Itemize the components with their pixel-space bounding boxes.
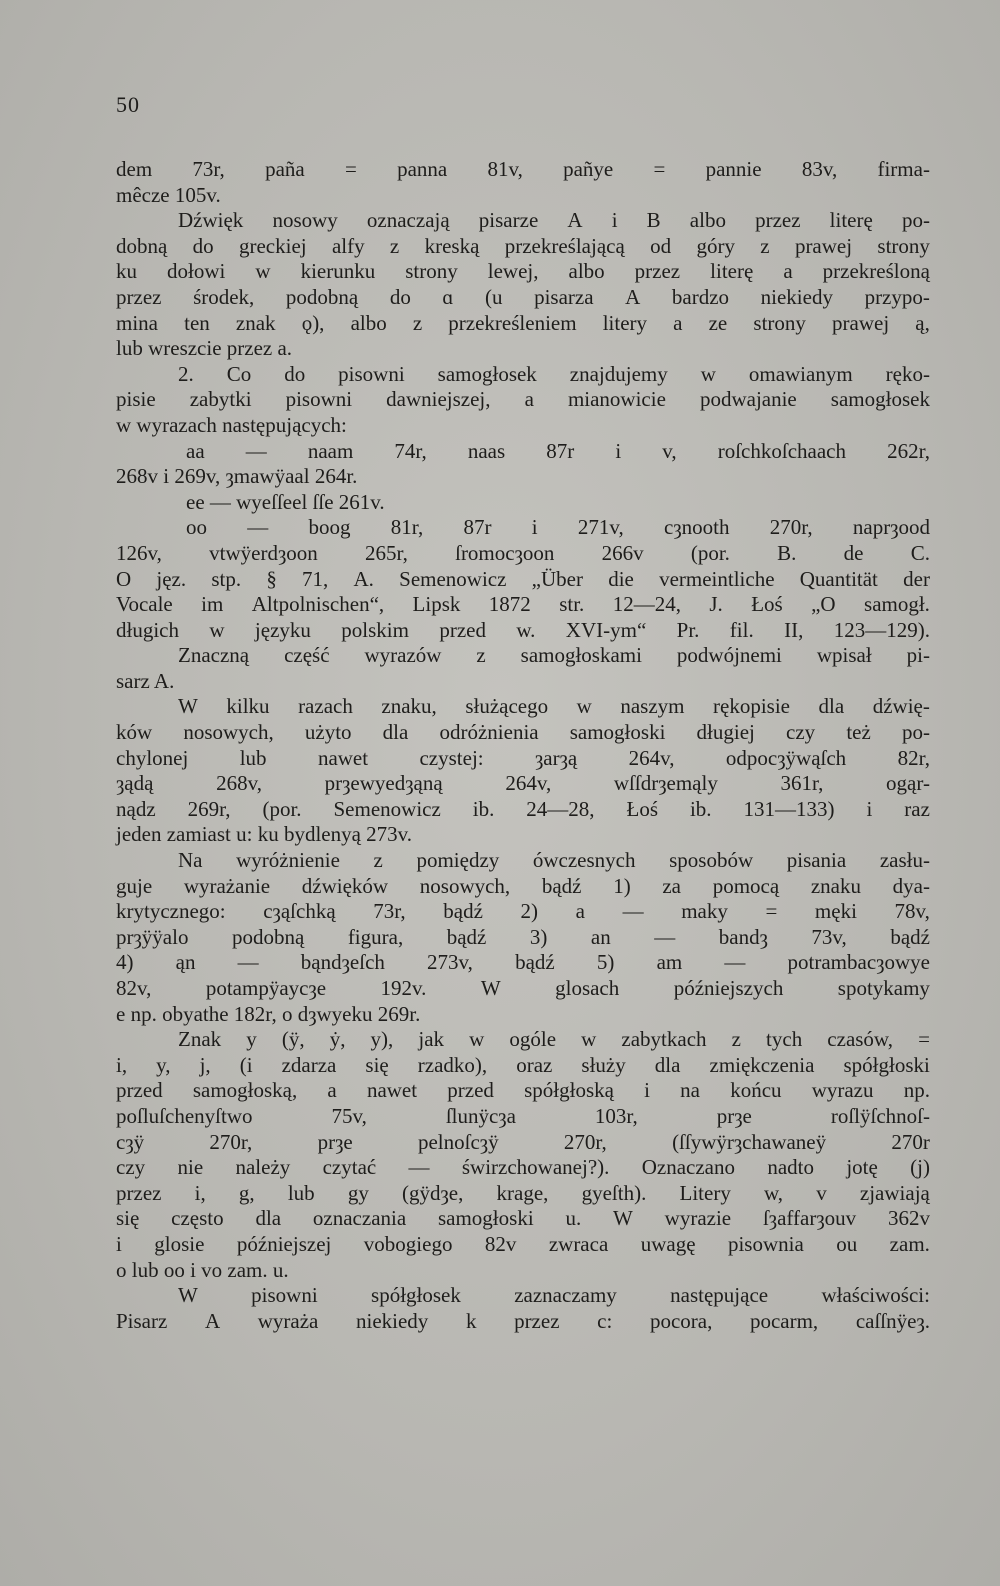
text-line: czy nie należy czytać — świrzchowanej?). Oznaczano nadto jotę (j) [116,1155,930,1180]
text-line: pisie zabytki pisowni dawniejszej, a mianowicie podwajanie samogłosek [116,387,930,412]
text-line: przed samogłoską, a nawet przed spółgłoską i na końcu wyrazu np. [116,1078,930,1103]
text-line: Vocale im Altpolnischen“, Lipsk 1872 str. 12—24, J. Łoś „O samogł. [116,592,930,617]
text-line: e np. obyathe 182r, o dȝwyeku 269r. [116,1001,421,1026]
text-line: Znak y (ÿ, ẏ, y), jak w ogóle w zabytkach z tych czasów, = [178,1027,930,1052]
text-line: O jęz. stp. § 71, A. Semenowicz „Über die vermeintliche Quantität der [116,566,930,591]
text-line: W kilku razach znaku, służącego w naszym rękopisie dla dźwię- [178,694,930,719]
text-line: W pisowni spółgłosek zaznaczamy następujące właściwości: [178,1283,930,1308]
text-line: długich w języku polskim przed w. XVI-ym“ Pr. fil. II, 123—129). [116,617,930,642]
text-line: 82v, potampÿaycȝe 192v. W glosach późniejszych spotykamy [116,976,930,1000]
text-line: Na wyróżnienie z pomiędzy ówczesnych sposobów pisania zasłu- [178,848,930,873]
text-line: ku dołowi w kierunku strony lewej, albo przez literę a przekreśloną [116,259,930,284]
text-line: nądz 269r, (por. Semenowicz ib. 24—28, Łoś ib. 131—133) i raz [116,796,930,821]
text-line: przez i, g, lub gy (gÿdȝe, krage, gyeſth). Litery w, v zjawiają [116,1180,930,1205]
text-line: krytycznego: cȝąſchką 73r, bądź 2) a — maky = męki 78v, [116,899,930,924]
text-line: 4) ąn — bąndȝeſch 273v, bądź 5) am — potrambacȝowye [116,950,930,975]
text-line: się często dla oznaczania samogłoski u. W wyrazie ſȝaffarȝouv 362v [116,1206,930,1231]
text-line: przez środek, podobną do ɑ (u pisarza A bardzo niekiedy przypo- [116,284,930,309]
text-line: ee — wyeſſeel ſſe 261v. [186,489,385,514]
text-line: o lub oo i vo zam. u. [116,1257,289,1282]
text-line: Znaczną część wyrazów z samogłoskami podwójnemi wpisał pi- [178,643,930,668]
text-line: i, y, j, (i zdarza się rzadko), oraz służy dla zmiękczenia spółgłoski [116,1052,930,1077]
text-line: oo — boog 81r, 87r i 271v, cȝnooth 270r, naprȝood [186,515,930,540]
text-line: dem 73r, paña = panna 81v, pañye = pannie 83v, firma- [116,157,930,181]
text-line: 126v, vtwÿerdȝoon 265r, ſromocȝoon 266v (por. B. de C. [116,540,930,565]
text-line: Dźwięk nosowy oznaczają pisarze A i B albo przez literę po- [178,208,930,233]
text-line: guje wyrażanie dźwięków nosowych, bądź 1) za pomocą znaku dya- [116,873,930,898]
page-number: 50 [116,92,140,117]
text-line: mêcze 105v. [116,182,221,207]
text-line: mina ten znak ǫ), albo z przekreśleniem litery a ze strony prawej ą, [116,310,930,335]
text-line: poſluſchenyſtwo 75v, ſlunÿcȝa 103r, prȝe roſlÿſchnoſ- [116,1103,930,1128]
text-line: Pisarz A wyraża niekiedy k przez c: pocora, pocarm, caſſnÿeȝ. [116,1308,930,1333]
text-line: 268v i 269v, ȝmawÿaal 264r. [116,464,358,489]
text-line: cȝÿ 270r, prȝe pelnoſcȝÿ 270r, (ſſywÿrȝchawaneÿ 270r [116,1129,930,1154]
text-line: w wyrazach następujących: [116,412,347,437]
text-line: ków nosowych, użyto dla odróżnienia samogłoski długiej czy też po- [116,720,930,745]
text-line: ȝądą 268v, prȝewyedȝąną 264v, wſſdrȝemąly 361r, ogąr- [116,771,930,796]
text-line: prȝÿÿalo podobną figura, bądź 3) an — bandȝ 73v, bądź [116,924,930,949]
text-line: aa — naam 74r, naas 87r i v, roſchkoſchaach 262r, [186,438,930,463]
text-line: i glosie późniejszej vobogiego 82v zwraca uwagę pisownia ou zam. [116,1231,930,1256]
text-line: dobną do greckiej alfy z kreską przekreślającą od góry z prawej strony [116,233,930,258]
text-line: lub wreszcie przez a. [116,336,293,361]
text-line: chylonej lub nawet czystej: ȝarȝą 264v, odpocȝÿwąſch 82r, [116,745,930,770]
text-line: jeden zamiast u: ku bydlenyą 273v. [116,822,413,847]
text-line: 2. Co do pisowni samogłosek znajdujemy w omawianym ręko- [178,361,930,386]
text-line: sarz A. [116,668,175,693]
body-text [116,157,930,1334]
